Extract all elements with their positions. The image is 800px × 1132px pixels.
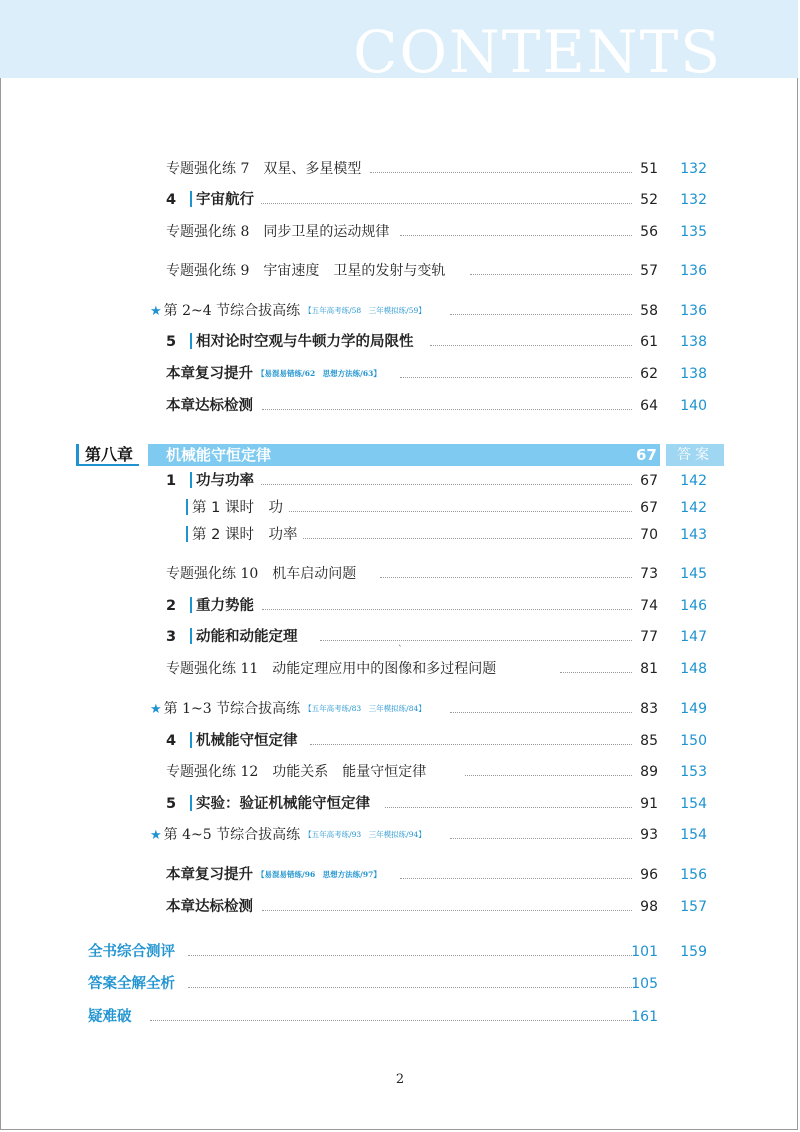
entry-note: 【易混易错练/62 思想方法练/63】 bbox=[257, 369, 381, 378]
toc-entry-title: 专题强化练 8 同步卫星的运动规律 bbox=[166, 221, 395, 243]
toc-row[interactable] bbox=[0, 761, 800, 783]
page-number: 56 bbox=[640, 224, 658, 240]
section-number: 3 bbox=[166, 629, 177, 645]
toc-entry-title: 1 功与功率 bbox=[166, 470, 260, 492]
toc-row[interactable] bbox=[0, 563, 800, 585]
answer-page-number: 154 bbox=[680, 827, 707, 843]
leader-dots bbox=[295, 538, 632, 539]
page-number: 93 bbox=[640, 827, 658, 843]
chapter-label: 第八章 bbox=[76, 444, 139, 466]
toc-entry-title: ★ 第 2~4 节综合拔高练 【五年高考练/58 三年模拟练/59】 bbox=[150, 300, 432, 323]
section-bar bbox=[190, 472, 192, 488]
section-bar bbox=[190, 732, 192, 748]
section-number: 1 bbox=[166, 473, 177, 489]
toc-row[interactable] bbox=[0, 973, 800, 995]
leader-dots bbox=[250, 484, 632, 485]
page-number: 64 bbox=[640, 398, 658, 414]
answer-page-number: 136 bbox=[680, 263, 707, 279]
leader-dots bbox=[320, 640, 632, 641]
entry-note: 【五年高考练/83 三年模拟练/84】 bbox=[304, 704, 426, 713]
answer-page-number: 149 bbox=[680, 701, 707, 717]
leader-dots bbox=[465, 775, 632, 776]
page-number: 77 bbox=[640, 629, 658, 645]
toc-row[interactable] bbox=[0, 331, 800, 353]
page-number: 91 bbox=[640, 796, 658, 812]
toc-entry-title: ★ 第 1~3 节综合拔高练 【五年高考练/83 三年模拟练/84】 bbox=[150, 698, 432, 721]
leader-dots bbox=[450, 838, 632, 839]
section-bar bbox=[190, 795, 192, 811]
answer-page-number: 132 bbox=[680, 192, 707, 208]
toc-entry-title: 专题强化练 10 机车启动问题 bbox=[166, 563, 362, 585]
toc-row[interactable] bbox=[0, 698, 800, 720]
page-number: 74 bbox=[640, 598, 658, 614]
answer-page-number: 153 bbox=[680, 764, 707, 780]
leader-dots bbox=[400, 878, 632, 879]
page-number: 57 bbox=[640, 263, 658, 279]
leader-dots bbox=[262, 910, 632, 911]
toc-entry-title: 答案全解全析 bbox=[88, 973, 181, 995]
toc-row[interactable] bbox=[0, 793, 800, 815]
section-bar bbox=[190, 597, 192, 613]
toc-entry-title: 第 2 课时 功率 bbox=[186, 524, 303, 546]
toc-entry-title: 疑难破 bbox=[88, 1006, 138, 1028]
section-bar bbox=[186, 499, 188, 515]
toc-row[interactable] bbox=[0, 300, 800, 322]
toc-entry-title: 5 相对论时空观与牛顿力学的局限性 bbox=[166, 331, 420, 353]
page-number: 96 bbox=[640, 867, 658, 883]
page-number: 101 bbox=[631, 944, 658, 960]
answer-page-number: 142 bbox=[680, 500, 707, 516]
answer-page-number: 142 bbox=[680, 473, 707, 489]
toc-row[interactable] bbox=[0, 595, 800, 617]
leader-dots bbox=[560, 672, 632, 673]
answer-page-number: 156 bbox=[680, 867, 707, 883]
answer-page-number: 143 bbox=[680, 527, 707, 543]
answer-page-number: 148 bbox=[680, 661, 707, 677]
toc-entry-title: 本章复习提升 【易混易错练/62 思想方法练/63】 bbox=[166, 363, 387, 385]
toc-entry-title: 4 机械能守恒定律 bbox=[166, 730, 304, 752]
chapter-page-number: 67 bbox=[636, 446, 657, 464]
section-number: 4 bbox=[166, 733, 177, 749]
page-number: 161 bbox=[631, 1009, 658, 1025]
toc-entry-title: 第 1 课时 功 bbox=[186, 497, 289, 519]
toc-entry-title: 本章达标检测 bbox=[166, 395, 259, 417]
toc-entry-title: 全书综合测评 bbox=[88, 941, 181, 963]
stray-mark: ` bbox=[398, 645, 403, 655]
leader-dots bbox=[188, 987, 632, 988]
answer-page-number: 136 bbox=[680, 303, 707, 319]
page-number: 81 bbox=[640, 661, 658, 677]
answer-page-number: 140 bbox=[680, 398, 707, 414]
page-number: 73 bbox=[640, 566, 658, 582]
answer-page-number: 154 bbox=[680, 796, 707, 812]
toc-row[interactable] bbox=[0, 470, 800, 492]
toc-row[interactable] bbox=[0, 497, 800, 519]
contents-word: CONTENTS bbox=[353, 18, 722, 86]
toc-row[interactable] bbox=[0, 1006, 800, 1028]
toc-row[interactable] bbox=[0, 864, 800, 886]
toc-row[interactable] bbox=[0, 395, 800, 417]
section-bar bbox=[190, 628, 192, 644]
toc-entry-title: 2 重力势能 bbox=[166, 595, 260, 617]
toc-row[interactable] bbox=[0, 730, 800, 752]
toc-entry-title: 专题强化练 11 动能定理应用中的图像和多过程问题 bbox=[166, 658, 502, 680]
leader-dots bbox=[280, 511, 632, 512]
page-number-footer: 2 bbox=[395, 1072, 405, 1087]
toc-row[interactable] bbox=[0, 941, 800, 963]
page-number: 85 bbox=[640, 733, 658, 749]
toc-entry-title: 4 宇宙航行 bbox=[166, 189, 260, 211]
leader-dots bbox=[262, 609, 632, 610]
leader-dots bbox=[262, 409, 632, 410]
page-number: 52 bbox=[640, 192, 658, 208]
toc-entry-title: 3 动能和动能定理 bbox=[166, 626, 304, 648]
toc-row[interactable] bbox=[0, 524, 800, 546]
section-number: 5 bbox=[166, 796, 177, 812]
entry-note: 【五年高考练/93 三年模拟练/94】 bbox=[304, 830, 426, 839]
page-number: 67 bbox=[640, 473, 658, 489]
chapter-title: 机械能守恒定律 bbox=[166, 446, 272, 464]
page-number: 89 bbox=[640, 764, 658, 780]
leader-dots bbox=[470, 274, 632, 275]
star-icon: ★ bbox=[150, 702, 162, 717]
toc-row[interactable] bbox=[0, 260, 800, 282]
section-number: 4 bbox=[166, 192, 177, 208]
toc-row[interactable] bbox=[0, 363, 800, 385]
toc-entry-title: 专题强化练 9 宇宙速度 卫星的发射与变轨 bbox=[166, 260, 451, 282]
answer-page-number: 146 bbox=[680, 598, 707, 614]
answer-page-number: 159 bbox=[680, 944, 707, 960]
leader-dots bbox=[150, 1020, 632, 1021]
page-number: 67 bbox=[640, 500, 658, 516]
answer-page-number: 132 bbox=[680, 161, 707, 177]
leader-dots bbox=[450, 314, 632, 315]
toc-row[interactable] bbox=[0, 158, 800, 180]
page-number: 62 bbox=[640, 366, 658, 382]
page-number: 98 bbox=[640, 899, 658, 915]
section-number: 2 bbox=[166, 598, 177, 614]
toc-row[interactable] bbox=[0, 658, 800, 680]
toc-row[interactable] bbox=[0, 896, 800, 918]
contents-banner bbox=[0, 0, 798, 86]
page-number: 51 bbox=[640, 161, 658, 177]
page-number: 83 bbox=[640, 701, 658, 717]
answer-column-label: 答案 bbox=[666, 444, 724, 466]
leader-dots bbox=[250, 203, 632, 204]
answer-page-number: 135 bbox=[680, 224, 707, 240]
leader-dots bbox=[380, 577, 632, 578]
section-bar bbox=[186, 526, 188, 542]
page-number: 61 bbox=[640, 334, 658, 350]
toc-entry-title: 5 实验：验证机械能守恒定律 bbox=[166, 793, 376, 815]
toc-entry-title: ★ 第 4~5 节综合拔高练 【五年高考练/93 三年模拟练/94】 bbox=[150, 824, 432, 847]
page-number: 70 bbox=[640, 527, 658, 543]
toc-row[interactable] bbox=[0, 824, 800, 846]
leader-dots bbox=[370, 172, 632, 173]
section-bar bbox=[190, 333, 192, 349]
leader-dots bbox=[450, 712, 632, 713]
toc-row[interactable] bbox=[0, 189, 800, 211]
answer-page-number: 145 bbox=[680, 566, 707, 582]
toc-entry-title: 专题强化练 12 功能关系 能量守恒定律 bbox=[166, 761, 432, 783]
entry-note: 【五年高考练/58 三年模拟练/59】 bbox=[304, 306, 426, 315]
toc-entry-title: 本章达标检测 bbox=[166, 896, 259, 918]
leader-dots bbox=[430, 345, 632, 346]
leader-dots bbox=[188, 955, 632, 956]
answer-page-number: 138 bbox=[680, 334, 707, 350]
toc-entry-title: 专题强化练 7 双星、多星模型 bbox=[166, 158, 367, 180]
page-number: 58 bbox=[640, 303, 658, 319]
section-number: 5 bbox=[166, 334, 177, 350]
leader-dots bbox=[400, 235, 632, 236]
section-bar bbox=[190, 191, 192, 207]
toc-entry-title: 本章复习提升 【易混易错练/96 思想方法练/97】 bbox=[166, 864, 387, 886]
answer-page-number: 157 bbox=[680, 899, 707, 915]
answer-page-number: 150 bbox=[680, 733, 707, 749]
entry-note: 【易混易错练/96 思想方法练/97】 bbox=[257, 870, 381, 879]
answer-page-number: 147 bbox=[680, 629, 707, 645]
leader-dots bbox=[400, 377, 632, 378]
star-icon: ★ bbox=[150, 304, 162, 319]
answer-page-number: 138 bbox=[680, 366, 707, 382]
leader-dots bbox=[385, 807, 632, 808]
chapter-header[interactable] bbox=[76, 444, 724, 466]
leader-dots bbox=[310, 744, 632, 745]
page-number: 105 bbox=[631, 976, 658, 992]
star-icon: ★ bbox=[150, 828, 162, 843]
toc-row[interactable] bbox=[0, 221, 800, 243]
